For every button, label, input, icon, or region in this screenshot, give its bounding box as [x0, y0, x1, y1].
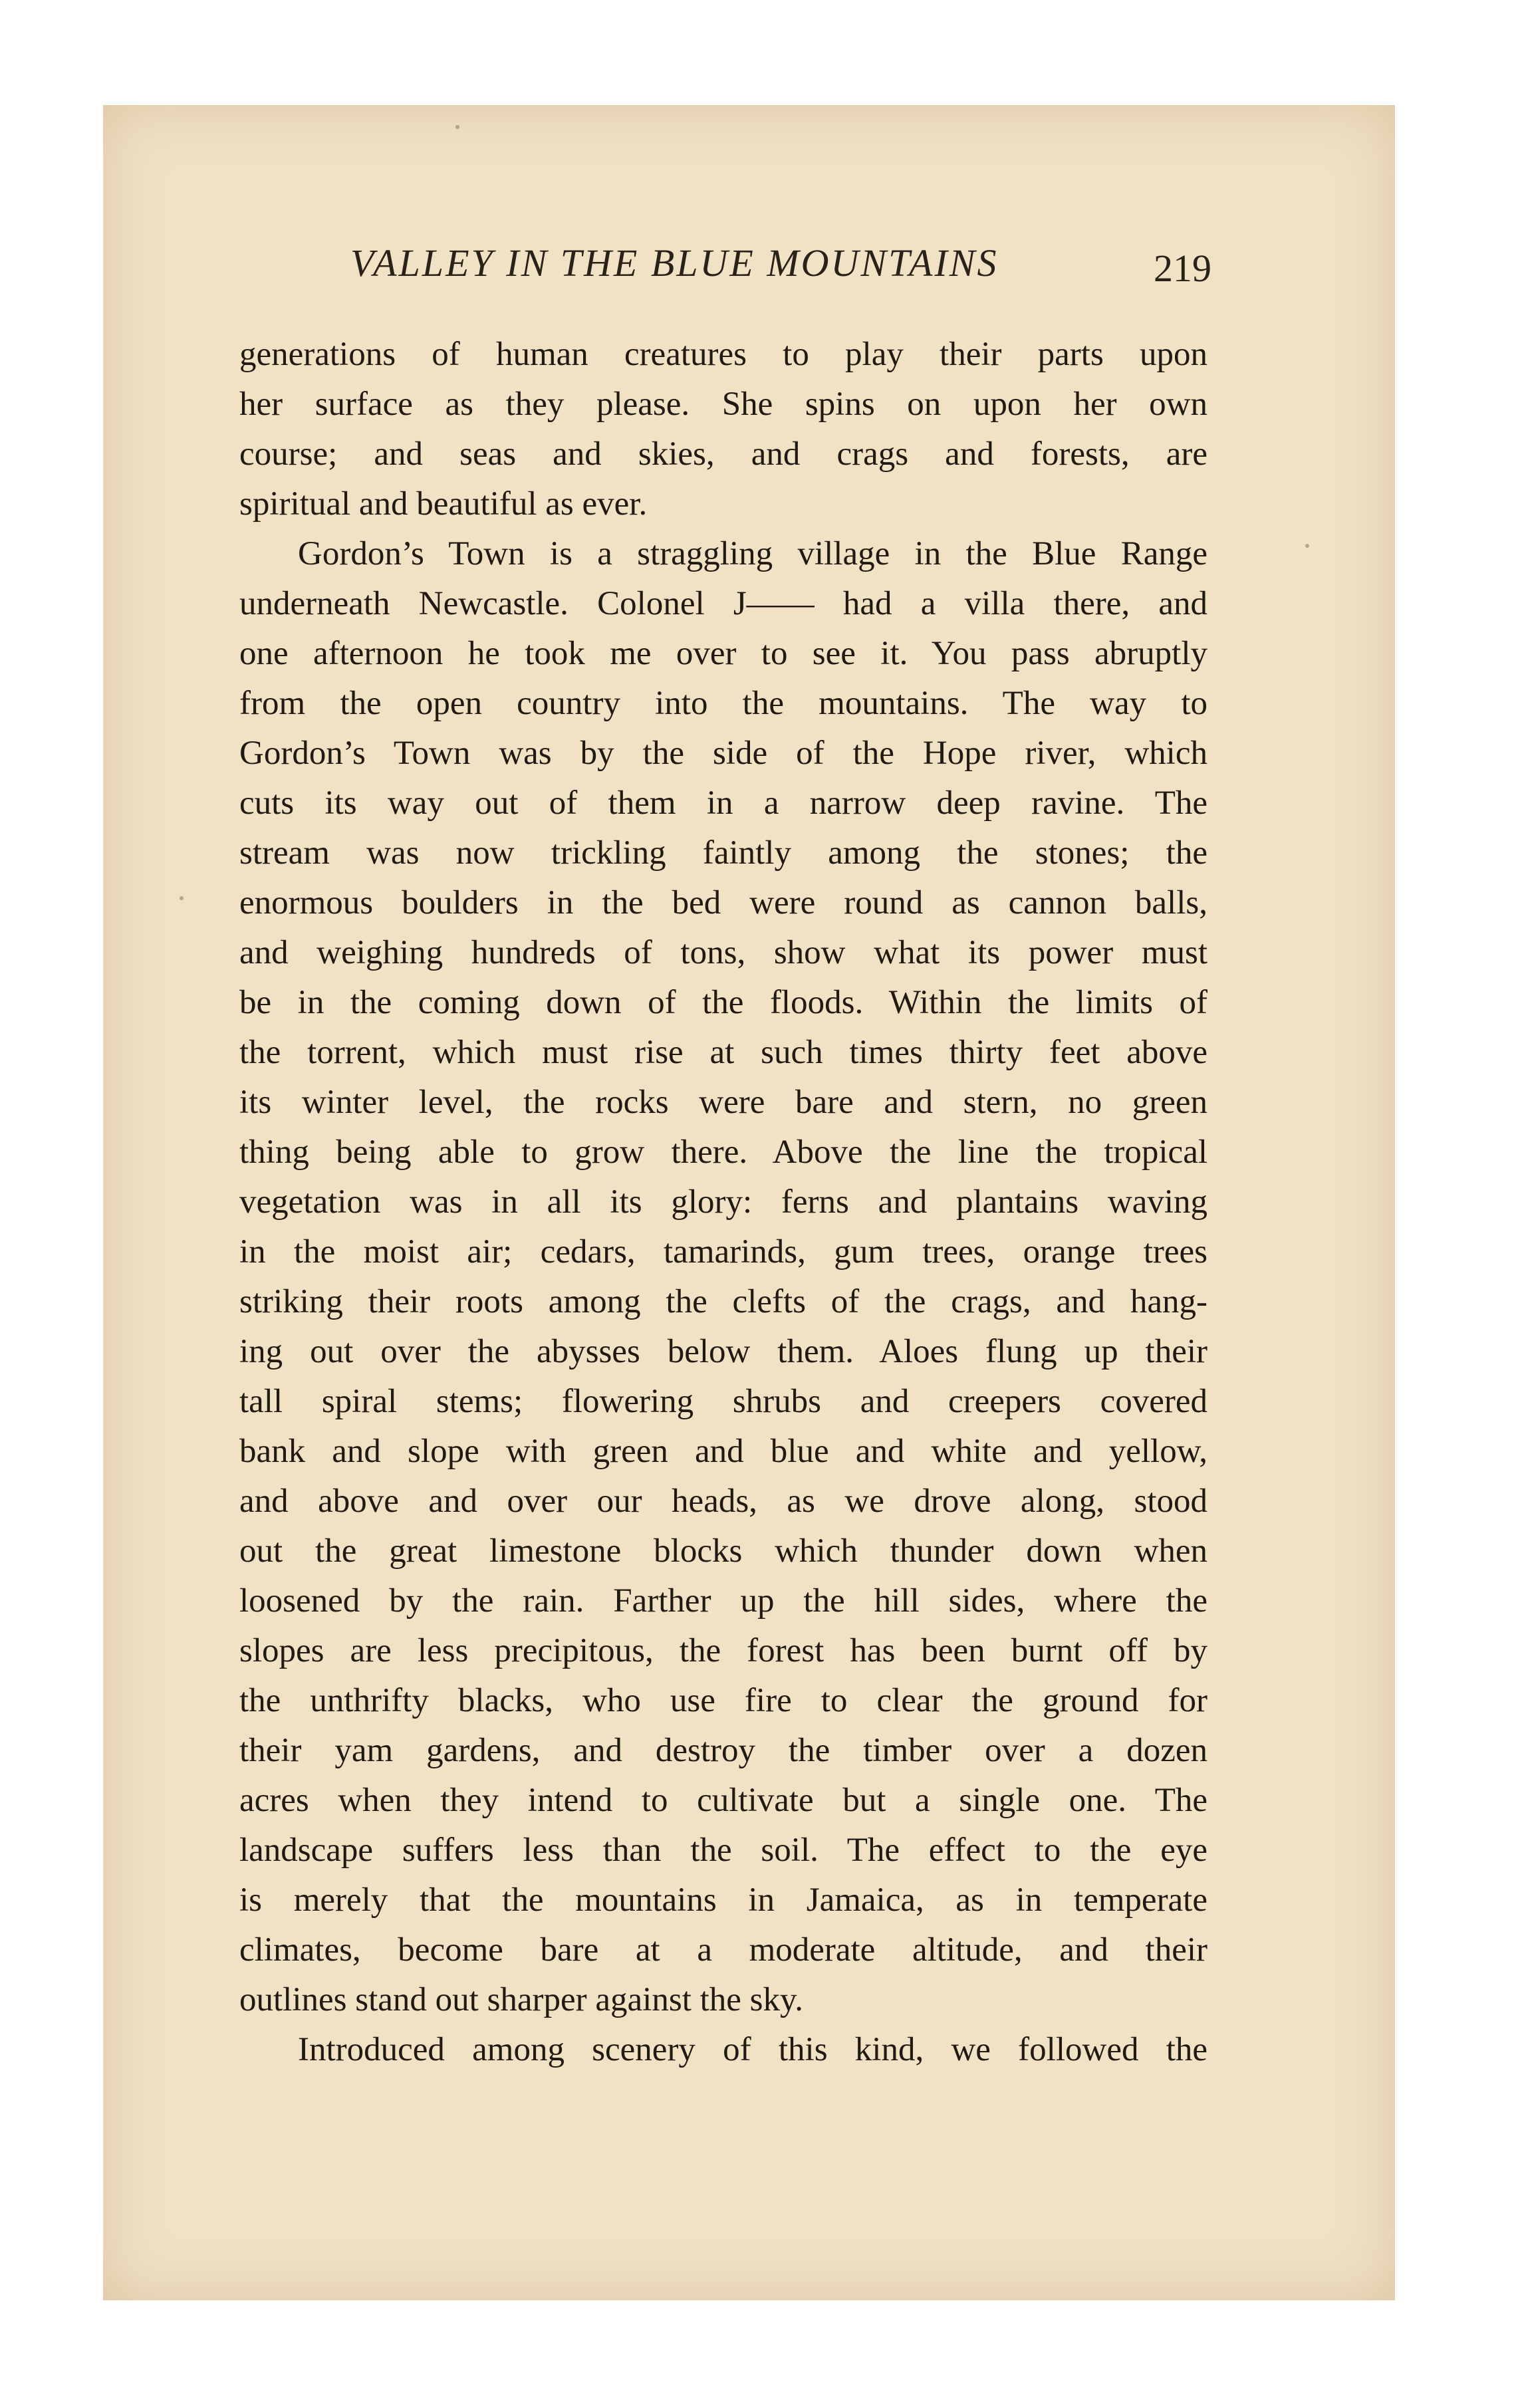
running-title: VALLEY IN THE BLUE MOUNTAINS: [350, 241, 999, 285]
text-line: from the open country into the mountains. The way to: [239, 685, 1207, 722]
text-line: landscape suffers less than the soil. The effect to the eye: [239, 1832, 1207, 1869]
body-text: [239, 330, 1207, 2075]
text-line: vegetation was in all its glory: ferns and plantains waving: [239, 1183, 1207, 1221]
paper-speck: [1305, 544, 1309, 548]
text-line: generations of human creatures to play their parts upon: [239, 336, 1207, 373]
text-line: out the great limestone blocks which thunder down when: [239, 1532, 1207, 1570]
text-line: ing out over the abysses below them. Aloes flung up their: [239, 1333, 1207, 1370]
page-number: 219: [1154, 247, 1211, 290]
text-line: thing being able to grow there. Above the line the tropical: [239, 1134, 1207, 1171]
text-line: in the moist air; cedars, tamarinds, gum trees, orange trees: [239, 1233, 1207, 1270]
paper-speck: [455, 125, 459, 129]
text-line: the torrent, which must rise at such times thirty feet above: [239, 1034, 1207, 1071]
text-line: stream was now trickling faintly among the stones; the: [239, 834, 1207, 872]
text-line: cuts its way out of them in a narrow deep ravine. The: [239, 784, 1207, 822]
text-line: outlines stand out sharper against the sky.: [239, 1981, 803, 2018]
text-line: Gordon’s Town is a straggling village in the Blue Range: [298, 535, 1207, 572]
text-line: is merely that the mountains in Jamaica, as in temperate: [239, 1881, 1207, 1919]
text-line: acres when they intend to cultivate but a single one. The: [239, 1782, 1207, 1819]
text-line: and weighing hundreds of tons, show what its power must: [239, 934, 1207, 971]
text-line: striking their roots among the clefts of the crags, and hang-: [239, 1283, 1207, 1320]
text-line: course; and seas and skies, and crags and forests, are: [239, 435, 1207, 473]
text-line: and above and over our heads, as we drove along, stood: [239, 1483, 1207, 1520]
text-line: their yam gardens, and destroy the timber over a dozen: [239, 1732, 1207, 1769]
text-line: Introduced among scenery of this kind, we followed the: [298, 2031, 1207, 2068]
text-line: Gordon’s Town was by the side of the Hope river, which: [239, 735, 1207, 772]
text-line: her surface as they please. She spins on upon her own: [239, 386, 1207, 423]
text-line: bank and slope with green and blue and white and yellow,: [239, 1433, 1207, 1470]
text-line: enormous boulders in the bed were round as cannon balls,: [239, 884, 1207, 921]
text-line: slopes are less precipitous, the forest has been burnt off by: [239, 1632, 1207, 1669]
text-line: climates, become bare at a moderate altitude, and their: [239, 1931, 1207, 1969]
text-line: underneath Newcastle. Colonel J—— had a villa there, and: [239, 585, 1207, 622]
text-line: one afternoon he took me over to see it. You pass abruptly: [239, 635, 1207, 672]
text-line: be in the coming down of the floods. Within the limits of: [239, 984, 1207, 1021]
running-head: [350, 241, 1215, 294]
text-line: the unthrifty blacks, who use fire to clear the ground for: [239, 1682, 1207, 1719]
paper-speck: [180, 896, 184, 900]
text-line: spiritual and beautiful as ever.: [239, 485, 648, 523]
text-line: its winter level, the rocks were bare and stern, no green: [239, 1084, 1207, 1121]
text-line: tall spiral stems; flowering shrubs and creepers covered: [239, 1383, 1207, 1420]
text-line: loosened by the rain. Farther up the hill sides, where the: [239, 1582, 1207, 1620]
